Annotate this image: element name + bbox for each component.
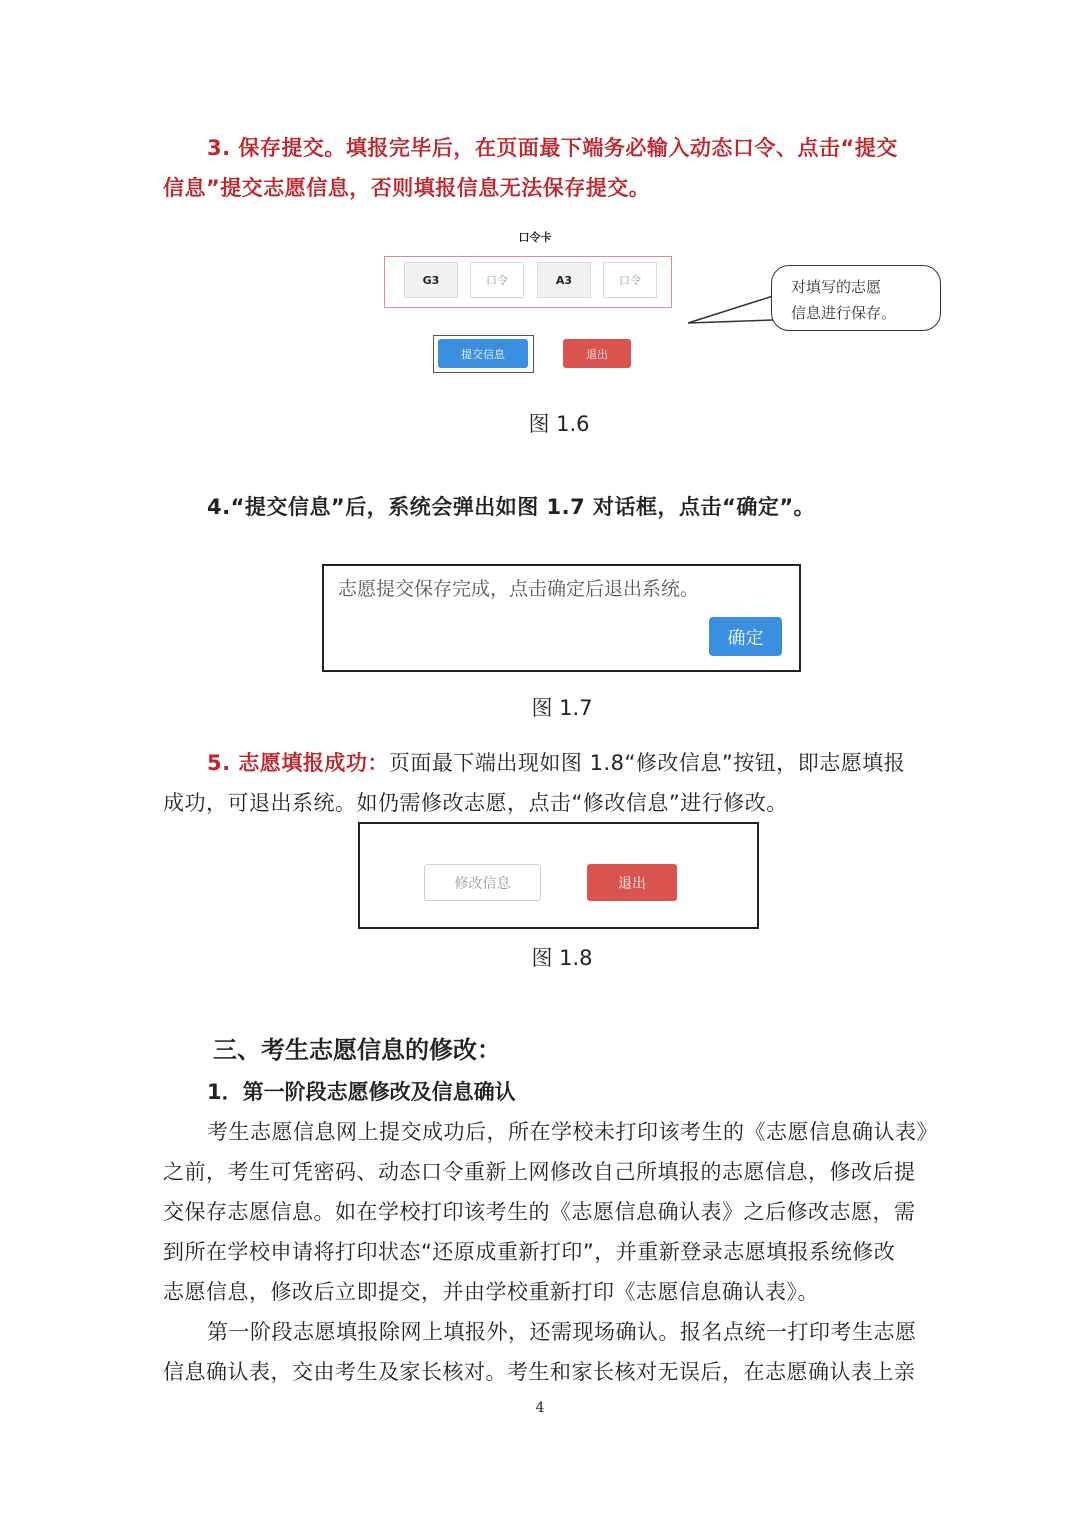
section-heading: 三、考生志愿信息的修改： bbox=[213, 1036, 501, 1064]
modify-panel bbox=[358, 822, 759, 929]
para1-line: 交保存志愿信息。如在学校打印该考生的《志愿信息确认表》之后修改志愿，需 bbox=[163, 1200, 916, 1224]
para1-line: 之前，考生可凭密码、动态口令重新上网修改自己所填报的志愿信息，修改后提 bbox=[163, 1160, 916, 1184]
exit-button-large[interactable]: 退出 bbox=[587, 864, 677, 901]
callout-line-1: 对填写的志愿 bbox=[791, 278, 882, 296]
password-card-label-2: A3 bbox=[537, 262, 591, 298]
modify-info-button[interactable]: 修改信息 bbox=[424, 864, 541, 901]
para2-line: 信息确认表，交由考生及家长核对。考生和家长核对无误后，在志愿确认表上亲 bbox=[163, 1360, 916, 1384]
callout-bubble bbox=[771, 265, 941, 331]
figure-caption-1-7: 图 1.7 bbox=[531, 696, 593, 720]
para2-line: 第一阶段志愿填报除网上填报外，还需现场确认。报名点统一打印考生志愿 bbox=[207, 1320, 917, 1344]
step5-line2: 成功，可退出系统。如仍需修改志愿，点击“修改信息”进行修改。 bbox=[163, 791, 788, 815]
callout-line-2: 信息进行保存。 bbox=[791, 304, 897, 322]
figure-caption-1-6: 图 1.6 bbox=[528, 412, 590, 436]
section-subheading: 1．第一阶段志愿修改及信息确认 bbox=[207, 1080, 516, 1104]
page-number: 4 bbox=[535, 1400, 545, 1416]
step5-lead: 5. 志愿填报成功： bbox=[207, 751, 389, 775]
step5-line1 bbox=[207, 743, 923, 783]
password-card-title: 口令卡 bbox=[518, 231, 552, 244]
exit-button[interactable]: 退出 bbox=[563, 339, 631, 368]
para1-line: 考生志愿信息网上提交成功后，所在学校未打印该考生的《志愿信息确认表》 bbox=[207, 1120, 938, 1144]
para1-line: 到所在学校申请将打印状态“还原成重新打印”，并重新登录志愿填报系统修改 bbox=[163, 1240, 896, 1264]
step5-line1-rest: 页面最下端出现如图 1.8“修改信息”按钮，即志愿填报 bbox=[388, 751, 906, 775]
submit-info-button[interactable]: 提交信息 bbox=[438, 339, 528, 368]
password-input-2[interactable]: 口令 bbox=[603, 262, 657, 298]
ok-button[interactable]: 确定 bbox=[709, 617, 782, 656]
para1-line: 志愿信息，修改后立即提交，并由学校重新打印《志愿信息确认表》。 bbox=[163, 1280, 819, 1304]
step3-line1: 3. 保存提交。填报完毕后，在页面最下端务必输入动态口令、点击“提交 bbox=[207, 136, 898, 160]
figure-caption-1-8: 图 1.8 bbox=[531, 946, 593, 970]
step4-text: 4.“提交信息”后，系统会弹出如图 1.7 对话框，点击“确定”。 bbox=[207, 495, 816, 519]
dialog-message: 志愿提交保存完成，点击确定后退出系统。 bbox=[338, 578, 700, 600]
password-card-label-1: G3 bbox=[404, 262, 458, 298]
step3-line2: 信息”提交志愿信息，否则填报信息无法保存提交。 bbox=[163, 176, 651, 200]
password-input-1[interactable]: 口令 bbox=[470, 262, 524, 298]
